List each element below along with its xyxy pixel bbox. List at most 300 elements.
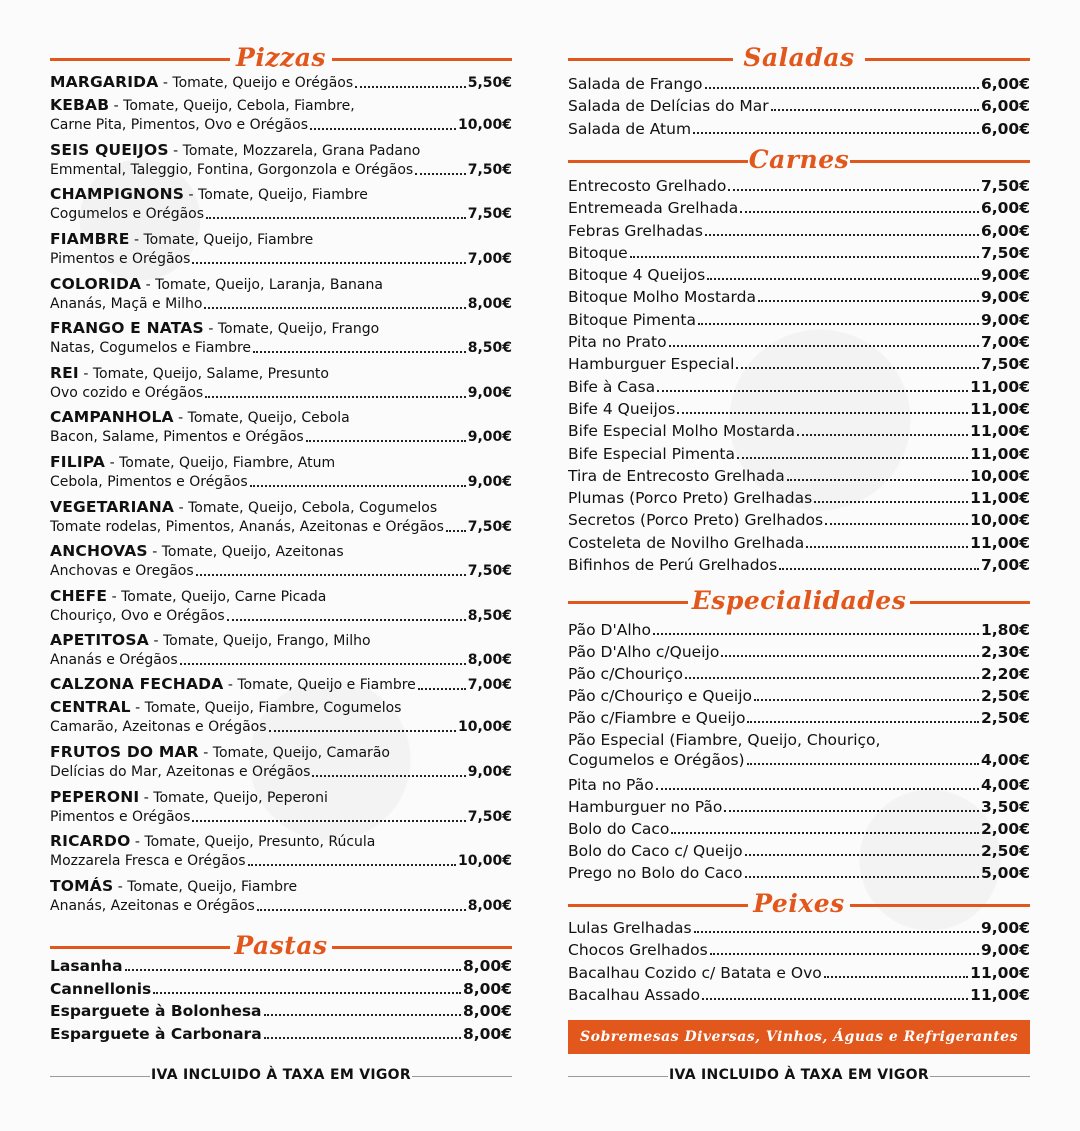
section-title-carnes: Carnes bbox=[568, 144, 1030, 178]
item-price: 11,00€ bbox=[970, 377, 1030, 396]
menu-item bbox=[50, 541, 512, 586]
item-name: Bifinhos de Perú Grelhados bbox=[568, 556, 778, 575]
item-description-2: Pimentos e Orégãos bbox=[50, 808, 191, 825]
item-name: Esparguete à Bolonhesa bbox=[50, 1002, 262, 1020]
menu-item bbox=[50, 979, 512, 1002]
item-price: 11,00€ bbox=[970, 422, 1030, 441]
item-row bbox=[568, 96, 1030, 116]
item-row bbox=[50, 606, 512, 626]
item-description: - Tomate, Queijo, Fiambre bbox=[184, 187, 368, 204]
item-price: 9,00€ bbox=[980, 310, 1030, 329]
item-price: 2,50€ bbox=[980, 687, 1030, 706]
item-name: REI bbox=[50, 363, 79, 382]
item-price: 10,00€ bbox=[457, 853, 512, 870]
dot-leader bbox=[446, 530, 466, 532]
item-name: Pão D'Alho bbox=[568, 621, 651, 639]
dot-leader bbox=[355, 86, 466, 88]
item-price: 11,00€ bbox=[970, 489, 1030, 508]
item-line bbox=[50, 630, 512, 650]
item-description: - Tomate, Queijo e Orégãos bbox=[158, 75, 354, 91]
item-price: 8,50€ bbox=[467, 340, 512, 357]
item-name: FILIPA bbox=[50, 453, 106, 472]
item-description-2: Camarão, Azeitonas e Orégãos bbox=[50, 719, 267, 736]
dot-leader bbox=[747, 721, 979, 723]
item-price: 8,50€ bbox=[467, 607, 512, 624]
item-price: 6,00€ bbox=[980, 221, 1030, 240]
menu-item bbox=[50, 787, 512, 832]
item-name: TOMÁS bbox=[50, 876, 114, 895]
item-price: 11,00€ bbox=[970, 533, 1030, 552]
item-price: 6,00€ bbox=[980, 119, 1030, 138]
dot-leader bbox=[630, 256, 979, 258]
dot-leader bbox=[248, 864, 456, 866]
item-name: Lulas Grelhadas bbox=[568, 919, 692, 937]
dot-leader bbox=[724, 810, 979, 812]
item-name: Bolo do Caco c/ Queijo bbox=[568, 841, 743, 860]
item-name: Pão c/Chouriço bbox=[568, 665, 683, 684]
section-title-especialidades: Especialidades bbox=[568, 585, 1030, 619]
item-description-2: Delícias do Mar, Azeitonas e Orégãos bbox=[50, 763, 311, 780]
item-name: Pita no Prato bbox=[568, 333, 667, 352]
item-price: 3,50€ bbox=[980, 797, 1030, 816]
item-price: 7,00€ bbox=[467, 251, 512, 268]
item-price: 7,00€ bbox=[980, 556, 1030, 575]
menu-item bbox=[568, 918, 1030, 940]
item-description: - Tomate, Queijo, Fiambre, Atum bbox=[105, 455, 336, 472]
item-name: FRUTOS DO MAR bbox=[50, 742, 199, 761]
menu-item bbox=[568, 863, 1030, 885]
item-price: 9,00€ bbox=[467, 763, 512, 780]
section-title-peixes: Peixes bbox=[568, 888, 1030, 922]
dot-leader bbox=[153, 992, 461, 994]
item-description: - Tomate, Queijo, Fiambre bbox=[113, 878, 298, 895]
menu-item bbox=[568, 176, 1030, 198]
item-row bbox=[50, 1001, 512, 1021]
item-row bbox=[50, 896, 512, 916]
item-price: 6,00€ bbox=[980, 199, 1030, 218]
item-price: 6,00€ bbox=[980, 75, 1030, 93]
item-row bbox=[568, 399, 1030, 419]
menu-item bbox=[50, 274, 512, 319]
item-name: Bife 4 Queijos bbox=[568, 399, 676, 418]
menu-item bbox=[50, 184, 512, 229]
item-row bbox=[50, 73, 512, 93]
dot-leader bbox=[196, 574, 466, 576]
item-description: - Tomate, Queijo, Salame, Presunto bbox=[78, 365, 329, 382]
section-title-saladas: Saladas bbox=[568, 42, 1030, 76]
menu-item bbox=[50, 318, 512, 363]
item-name: Hamburguer no Pão bbox=[568, 797, 723, 816]
menu-item bbox=[568, 243, 1030, 265]
dot-leader bbox=[698, 323, 979, 325]
menu-item bbox=[568, 985, 1030, 1007]
item-row bbox=[568, 863, 1030, 883]
dot-leader bbox=[669, 345, 979, 347]
item-row bbox=[568, 444, 1030, 464]
item-name: Bacalhau Cozido c/ Batata e Ovo bbox=[568, 963, 822, 982]
item-row bbox=[568, 354, 1030, 374]
dot-leader bbox=[269, 730, 456, 732]
menu-item bbox=[568, 74, 1030, 96]
item-description-2: Natas, Cogumelos e Fiambre bbox=[50, 340, 252, 357]
item-description: - Tomate, Queijo, Laranja, Banana bbox=[141, 276, 383, 293]
menu-item bbox=[50, 876, 512, 921]
item-line bbox=[50, 452, 512, 472]
menu-item bbox=[568, 354, 1030, 376]
item-row bbox=[50, 517, 512, 537]
dot-leader bbox=[705, 87, 979, 89]
item-row bbox=[50, 762, 512, 782]
extras-banner: Sobremesas Diversas, Vinhos, Águas e Refrigerantes bbox=[568, 1020, 1030, 1054]
item-price: 8,00€ bbox=[467, 652, 512, 669]
menu-item bbox=[568, 198, 1030, 220]
item-row bbox=[568, 985, 1030, 1005]
menu-item bbox=[568, 940, 1030, 962]
item-name: Pão c/Chouriço e Queijo bbox=[568, 687, 752, 706]
item-description-2: Ananás, Azeitonas e Orégãos bbox=[50, 897, 255, 914]
item-description-2: Mozzarela Fresca e Orégãos bbox=[50, 853, 246, 870]
item-price: 1,80€ bbox=[980, 621, 1030, 639]
item-description-2: Tomate rodelas, Pimentos, Ananás, Azeitonas e Orégãos bbox=[50, 518, 444, 535]
dot-leader bbox=[705, 234, 979, 236]
dot-leader bbox=[310, 128, 456, 130]
dot-leader bbox=[771, 109, 979, 111]
item-description-2: Anchovas e Oregãos bbox=[50, 563, 194, 580]
item-line bbox=[50, 831, 512, 851]
dot-leader bbox=[721, 655, 979, 657]
item-description: - Tomate, Queijo, Presunto, Rúcula bbox=[130, 834, 376, 851]
menu-item bbox=[568, 96, 1030, 118]
item-name: RICARDO bbox=[50, 832, 131, 851]
item-price: 8,00€ bbox=[462, 957, 512, 975]
item-name: Cannellonis bbox=[50, 979, 152, 998]
item-line bbox=[50, 229, 512, 249]
item-name: Bolo do Caco bbox=[568, 819, 670, 838]
item-name: CHEFE bbox=[50, 586, 108, 605]
item-description-2: Ananás, Maçã e Milho bbox=[50, 295, 203, 312]
item-price: 10,00€ bbox=[970, 511, 1030, 530]
item-price: 4,00€ bbox=[980, 775, 1030, 794]
menu-item bbox=[50, 630, 512, 675]
menu-item bbox=[568, 730, 1030, 774]
dot-leader bbox=[745, 854, 979, 856]
section-title-pastas: Pastas bbox=[50, 930, 512, 964]
item-price: 9,00€ bbox=[467, 429, 512, 446]
item-row bbox=[50, 338, 512, 358]
menu-item bbox=[568, 708, 1030, 730]
item-row bbox=[50, 204, 512, 224]
item-description-2: Ovo cozido e Orégãos bbox=[50, 384, 204, 401]
carnes-list bbox=[568, 176, 1030, 577]
item-name: Hamburguer Especial bbox=[568, 355, 735, 374]
item-line bbox=[50, 497, 512, 517]
menu-item bbox=[568, 775, 1030, 797]
item-row bbox=[568, 940, 1030, 960]
dot-leader bbox=[736, 367, 979, 369]
menu-item bbox=[568, 287, 1030, 309]
menu-item bbox=[568, 488, 1030, 510]
menu-item bbox=[50, 675, 512, 697]
item-price: 2,50€ bbox=[980, 709, 1030, 728]
item-row bbox=[568, 221, 1030, 241]
item-line bbox=[50, 95, 512, 115]
item-description-2: Emmental, Taleggio, Fontina, Gorgonzola e Orégãos bbox=[50, 161, 414, 178]
item-line bbox=[50, 274, 512, 294]
item-description: - Tomate, Queijo, Cebola, Cogumelos bbox=[174, 499, 438, 516]
item-price: 9,00€ bbox=[980, 288, 1030, 307]
item-name: Bife Especial Pimenta bbox=[568, 444, 736, 463]
dot-leader bbox=[779, 568, 979, 570]
dot-leader bbox=[797, 434, 968, 436]
item-row bbox=[50, 115, 512, 135]
item-price: 7,50€ bbox=[467, 518, 512, 535]
item-row bbox=[568, 686, 1030, 706]
item-name: Entremeada Grelhada bbox=[568, 199, 739, 218]
item-row bbox=[568, 198, 1030, 218]
dot-leader bbox=[710, 953, 979, 955]
item-description: - Tomate, Queijo, Carne Picada bbox=[107, 588, 327, 605]
section-title-pizzas: Pizzas bbox=[50, 42, 512, 76]
dot-leader bbox=[745, 876, 979, 878]
item-row bbox=[568, 841, 1030, 861]
item-description-2: Ananás e Orégãos bbox=[50, 652, 178, 669]
menu-item bbox=[568, 555, 1030, 577]
item-price: 7,00€ bbox=[980, 333, 1030, 352]
item-row bbox=[568, 963, 1030, 983]
menu-item bbox=[568, 819, 1030, 841]
item-name-wrap bbox=[50, 675, 416, 695]
item-description: - Tomate, Queijo, Azeitonas bbox=[147, 544, 344, 561]
item-row bbox=[568, 377, 1030, 397]
item-name: CAMPANHOLA bbox=[50, 408, 174, 427]
menu-item bbox=[50, 831, 512, 876]
dot-leader bbox=[250, 485, 466, 487]
menu-item bbox=[568, 119, 1030, 141]
item-name: VEGETARIANA bbox=[50, 497, 175, 516]
item-name: Pão Especial (Fiambre, Queijo, Chouriço, bbox=[568, 731, 881, 750]
menu-item bbox=[50, 1024, 512, 1047]
menu-item bbox=[50, 229, 512, 274]
especialidades-list bbox=[568, 620, 1030, 885]
dot-leader bbox=[824, 976, 968, 978]
item-row bbox=[568, 918, 1030, 938]
item-price: 9,00€ bbox=[980, 941, 1030, 960]
dot-leader bbox=[737, 457, 968, 459]
item-name: Bife Especial Molho Mostarda bbox=[568, 422, 796, 441]
dot-leader bbox=[227, 619, 466, 621]
menu-item bbox=[50, 140, 512, 185]
item-name: Secretos (Porco Preto) Grelhados bbox=[568, 511, 824, 530]
item-row bbox=[50, 675, 512, 695]
item-name-2: Cogumelos e Orégãos) bbox=[568, 751, 745, 770]
item-price: 2,30€ bbox=[980, 643, 1030, 662]
item-name: COLORIDA bbox=[50, 274, 142, 293]
item-description: - Tomate, Queijo, Peperoni bbox=[139, 789, 328, 806]
item-row bbox=[50, 383, 512, 403]
item-row bbox=[50, 650, 512, 670]
item-name: Chocos Grelhados bbox=[568, 941, 708, 960]
item-price: 7,00€ bbox=[467, 677, 512, 694]
dot-leader bbox=[728, 189, 979, 191]
item-name: Entrecosto Grelhado bbox=[568, 177, 727, 195]
dot-leader bbox=[306, 440, 466, 442]
item-name: Lasanha bbox=[50, 957, 123, 975]
item-line bbox=[568, 730, 1030, 750]
item-row bbox=[568, 176, 1030, 196]
dot-leader bbox=[192, 820, 465, 822]
item-price: 4,00€ bbox=[980, 751, 1030, 770]
item-row bbox=[50, 160, 512, 180]
dot-leader bbox=[707, 278, 979, 280]
menu-item bbox=[568, 533, 1030, 555]
menu-item bbox=[568, 642, 1030, 664]
item-name: Prego no Bolo do Caco bbox=[568, 864, 743, 883]
item-price: 11,00€ bbox=[970, 963, 1030, 982]
dot-leader bbox=[685, 677, 979, 679]
menu-item bbox=[568, 310, 1030, 332]
item-name: Bife à Casa bbox=[568, 377, 656, 396]
menu-item bbox=[568, 421, 1030, 443]
item-line bbox=[50, 318, 512, 338]
item-row bbox=[568, 533, 1030, 553]
dot-leader bbox=[740, 211, 979, 213]
dot-leader bbox=[806, 546, 968, 548]
dot-leader bbox=[656, 788, 979, 790]
item-name: Pão c/Fiambre e Queijo bbox=[568, 709, 746, 728]
item-price: 8,00€ bbox=[467, 897, 512, 914]
item-row bbox=[50, 249, 512, 269]
item-name: Bacalhau Assado bbox=[568, 985, 701, 1004]
item-line bbox=[50, 697, 512, 717]
dot-leader bbox=[415, 173, 466, 175]
item-price: 8,00€ bbox=[462, 979, 512, 998]
item-row bbox=[568, 332, 1030, 352]
item-line bbox=[50, 586, 512, 606]
item-row bbox=[50, 956, 512, 976]
item-name: SEIS QUEIJOS bbox=[50, 140, 169, 159]
item-line bbox=[50, 140, 512, 160]
item-name: Bitoque bbox=[568, 243, 628, 262]
dot-leader bbox=[702, 998, 968, 1000]
item-price: 5,00€ bbox=[980, 864, 1030, 883]
menu-item bbox=[50, 95, 512, 140]
item-description: - Tomate, Mozzarela, Grana Padano bbox=[168, 142, 421, 159]
item-line bbox=[50, 541, 512, 561]
item-price: 9,00€ bbox=[980, 266, 1030, 285]
item-row bbox=[50, 427, 512, 447]
item-name-wrap bbox=[50, 73, 353, 93]
menu-item bbox=[50, 586, 512, 631]
item-price: 8,00€ bbox=[462, 1024, 512, 1043]
menu-item bbox=[568, 332, 1030, 354]
item-row bbox=[50, 807, 512, 827]
item-row bbox=[568, 243, 1030, 263]
dot-leader bbox=[693, 132, 979, 134]
menu-item bbox=[50, 363, 512, 408]
item-description: - Tomate, Queijo, Cebola bbox=[173, 410, 350, 427]
item-row bbox=[568, 310, 1030, 330]
item-price: 7,50€ bbox=[980, 177, 1030, 195]
dot-leader bbox=[787, 479, 968, 481]
item-price: 8,00€ bbox=[462, 1002, 512, 1020]
item-name: APETITOSA bbox=[50, 631, 149, 650]
item-row bbox=[568, 797, 1030, 817]
menu-item bbox=[568, 399, 1030, 421]
item-name: KEBAB bbox=[50, 96, 110, 115]
dot-leader bbox=[125, 969, 461, 971]
item-row bbox=[50, 851, 512, 871]
menu-item bbox=[568, 510, 1030, 532]
item-name: ANCHOVAS bbox=[50, 542, 148, 561]
dot-leader bbox=[653, 633, 979, 635]
item-price: 10,00€ bbox=[457, 719, 512, 736]
dot-leader bbox=[694, 931, 979, 933]
item-name: PEPERONI bbox=[50, 787, 140, 806]
item-description: - Tomate, Queijo, Cebola, Fiambre, bbox=[109, 98, 355, 115]
menu-item bbox=[568, 265, 1030, 287]
item-line bbox=[50, 787, 512, 807]
item-line bbox=[50, 742, 512, 762]
item-row bbox=[568, 775, 1030, 795]
item-description: - Tomate, Queijo, Fiambre bbox=[129, 232, 314, 249]
item-row bbox=[568, 287, 1030, 307]
item-name: CHAMPIGNONS bbox=[50, 185, 185, 204]
dot-leader bbox=[264, 1037, 461, 1039]
item-description-2: Cebola, Pimentos e Orégãos bbox=[50, 474, 248, 491]
item-price: 9,00€ bbox=[467, 384, 512, 401]
item-price: 2,50€ bbox=[980, 841, 1030, 860]
menu-item bbox=[568, 664, 1030, 686]
item-name: CALZONA FECHADA bbox=[50, 675, 224, 694]
menu-item bbox=[568, 797, 1030, 819]
item-description-2: Pimentos e Orégãos bbox=[50, 251, 191, 268]
menu-item bbox=[568, 686, 1030, 708]
item-name: Bitoque Molho Mostarda bbox=[568, 288, 756, 307]
item-description-2: Bacon, Salame, Pimentos e Orégãos bbox=[50, 429, 304, 446]
peixes-list bbox=[568, 918, 1030, 1007]
pizza-list bbox=[50, 73, 512, 920]
item-price: 5,50€ bbox=[467, 75, 512, 91]
item-name: Plumas (Porco Preto) Grelhadas bbox=[568, 489, 813, 508]
item-name: Esparguete à Carbonara bbox=[50, 1024, 262, 1043]
item-row bbox=[568, 74, 1030, 94]
item-row bbox=[50, 1024, 512, 1044]
item-description: - Tomate, Queijo e Fiambre bbox=[223, 677, 416, 694]
item-row bbox=[568, 750, 1030, 770]
item-line bbox=[50, 184, 512, 204]
item-price: 9,00€ bbox=[980, 919, 1030, 937]
menu-item bbox=[568, 841, 1030, 863]
dot-leader bbox=[747, 763, 979, 765]
item-price: 10,00€ bbox=[970, 466, 1030, 485]
item-row bbox=[568, 642, 1030, 662]
menu-item bbox=[568, 221, 1030, 243]
item-name: Tira de Entrecosto Grelhada bbox=[568, 466, 785, 485]
menu-item bbox=[568, 963, 1030, 985]
item-row bbox=[50, 472, 512, 492]
menu-item bbox=[50, 407, 512, 452]
dot-leader bbox=[814, 501, 968, 503]
menu-item bbox=[50, 452, 512, 497]
item-line bbox=[50, 363, 512, 383]
item-name: Pão D'Alho c/Queijo bbox=[568, 643, 720, 662]
item-description-2: Carne Pita, Pimentos, Ovo e Orégãos bbox=[50, 117, 308, 134]
dot-leader bbox=[264, 1014, 461, 1016]
item-row bbox=[568, 488, 1030, 508]
dot-leader bbox=[257, 909, 466, 911]
item-row bbox=[568, 620, 1030, 640]
item-line bbox=[50, 407, 512, 427]
